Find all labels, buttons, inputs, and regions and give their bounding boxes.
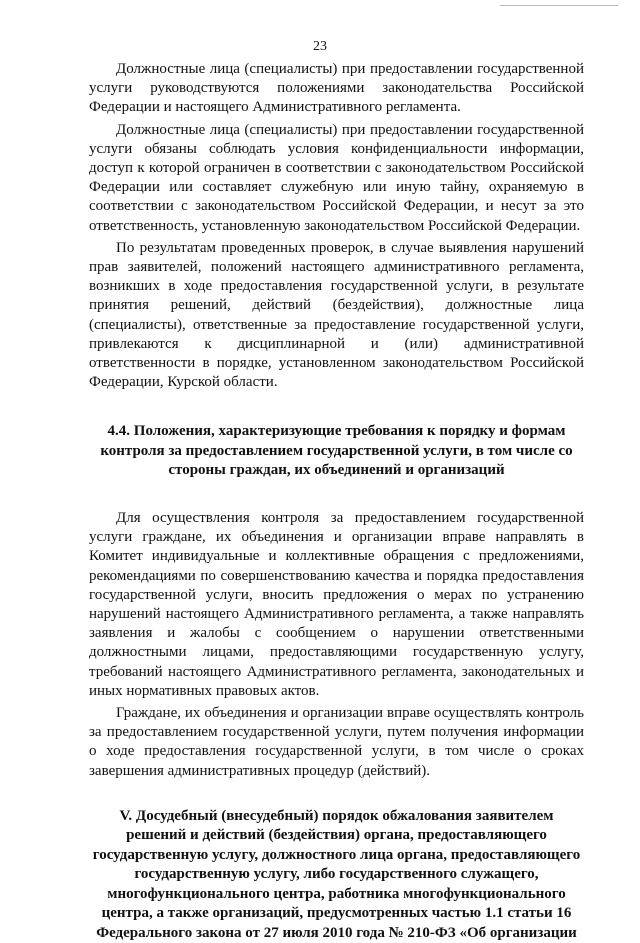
paragraph-citizen-control: Для осуществления контроля за предоставлением государственной услуги граждане, их объединения и организации вправе направлять в Комитет индивидуальные и коллективные обращения с предложениями, рекомендациями по совершенствованию качества и порядка предоставления государственной услуги, вносить предложения о мерах по устранению нарушений настоящего Административного регламента, а также направлять заявления и жалобы с сообщением о нарушении ответственными должностными лицами, предоставляющими государственную услугу, требований настоящего Административного регламента, законодательных и иных нормативных правовых актов. (89, 509, 584, 699)
page-number: 23 (313, 39, 327, 54)
scan-edge-line (500, 5, 618, 6)
paragraph-officials-guidance: Должностные лица (специалисты) при предоставлении государственной услуги руководствуются положениями законодательства Российской Федерации и настоящего Административного регламента. (89, 61, 584, 116)
section-heading-V: V. Досудебный (внесудебный) порядок обжалования заявителем решений и действий (бездействия) органа, предоставляющего государственную услугу, должностного лица органа, предоставляющего государственную услугу, либо государственного служащего, многофункционального центра, работника многофункционального центра, а также организаций, предусмотренных частью 1.1 статьи 16 Федерального закона от 27 июля 2010 года № 210-ФЗ «Об организации (92, 807, 581, 941)
page-content (89, 60, 584, 943)
paragraph-citizen-information: Граждане, их объединения и организации вправе осуществлять контроль за предоставлением государственной услуги, путем получения информации о ходе предоставления государственной услуги, в том числе о сроках завершения административных процедур (действий). (89, 704, 584, 779)
paragraph-inspection-results: По результатам проведенных проверок, в случае выявления нарушений прав заявителей, положений настоящего административного регламента, возникших в ходе предоставления государственной услуги, в результате принятия решений, действий (бездействия), должностные лица (специалисты), ответственные за предоставление государственной услуги, привлекаются к дисциплинарной и (или) административной ответственности в порядке, установленном законодательством Российской Федерации, Курской области. (89, 239, 584, 391)
paragraph-confidentiality: Должностные лица (специалисты) при предоставлении государственной услуги обязаны соблюдать условия конфиденциальности информации, доступ к которой ограничен в соответствии с законодательством Российской Федерации или составляет служебную или иную тайну, охраняемую в соответствии с законодательством Российской Федерации, и несут за это ответственность, установленную законодательством Российской Федерации. (89, 121, 584, 234)
section-heading-4-4: 4.4. Положения, характеризующие требования к порядку и формам контроля за предоставлением государственной услуги, в том числе со стороны граждан, их объединений и организаций (100, 423, 573, 479)
